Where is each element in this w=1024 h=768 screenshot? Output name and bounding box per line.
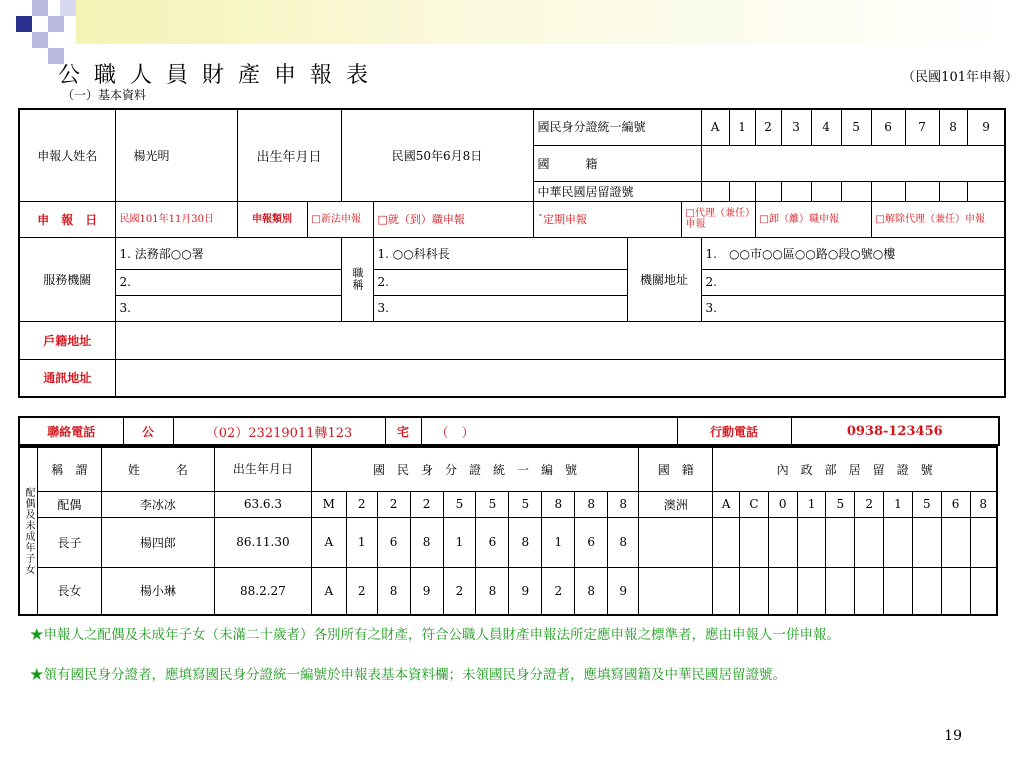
note-id-instructions: ★領有國民身分證者，應填寫國民身分證統一編號於申報表基本資料欄；未領國民身分證者，應填寫國籍及中華民國居留證號。 [30,667,786,683]
declare-type-acting[interactable]: □代理（兼任）申報 [681,201,755,237]
id-digit: 6 [871,109,905,145]
id-digit: 1 [346,517,377,567]
home-phone-value: （ ） [421,417,677,445]
id-label: 國民身分證統一編號 [533,109,701,145]
residence-digit [941,517,970,567]
agency-item: 1. 法務部○○署 [115,237,341,269]
residence-digit [912,567,941,615]
birth-label: 出生年月日 [237,109,341,201]
residence-cell [729,181,755,201]
residence-digit [855,517,884,567]
id-digit: 8 [608,517,639,567]
position-item: 1. ○○科科長 [373,237,627,269]
contact-label: 聯絡電話 [19,417,123,445]
residence-digit [797,567,826,615]
position-item: 3. [373,295,627,321]
residence-digit: 2 [855,491,884,517]
declare-date-value: 民國101年11月30日 [115,201,237,237]
household-address-value [115,321,1005,359]
id-digit: A [311,567,346,615]
page-number: 19 [944,728,962,744]
residence-digit [970,567,997,615]
birth-value: 民國50年6月8日 [341,109,533,201]
relation-cell: 長子 [38,517,102,567]
position-item: 2. [373,269,627,295]
name-value: 楊光明 [115,109,237,201]
id-digit: 8 [377,567,410,615]
residence-digit: 0 [768,491,797,517]
relation-cell: 長女 [38,567,102,615]
note-spouse-children: ★申報人之配偶及未成年子女（未滿二十歲者）各別所有之財產，符合公職人員財產申報法所定應申報之標準者，應由申報人一併申報。 [30,627,840,643]
deco-square [48,16,64,32]
residence-cell [755,181,781,201]
residence-digit [713,517,740,567]
residence-label: 中華民國居留證號 [533,181,701,201]
id-digit: 8 [575,491,608,517]
table-row [19,567,997,615]
mobile-phone-label: 行動電話 [677,417,791,445]
id-digit: A [701,109,729,145]
birth-cell: 63.6.3 [215,491,312,517]
id-digit: 6 [476,517,509,567]
header-bar [76,0,1024,44]
residence-digit [970,517,997,567]
declare-type-new[interactable]: □新法申報 [307,201,373,237]
id-digit: 1 [542,517,575,567]
relation-header: 稱 謂 [38,447,102,491]
name-label: 申報人姓名 [19,109,115,201]
id-digit: 8 [542,491,575,517]
id-digit: 9 [608,567,639,615]
id-digit: 2 [346,491,377,517]
basic-info-table [18,108,1006,398]
page-title: 公職人員財產申報表 [58,63,383,88]
id-digit: M [311,491,346,517]
residence-digit [912,517,941,567]
office-phone-label: 公 [123,417,173,445]
declare-type-release[interactable]: □解除代理（兼任）申報 [871,201,1005,237]
address-item: 3. [701,295,1005,321]
table-row [19,517,997,567]
id-digit: 2 [346,567,377,615]
agency-item: 3. [115,295,341,321]
residence-digit: 6 [941,491,970,517]
address-item: 2. [701,269,1005,295]
id-digit: 5 [476,491,509,517]
nationality-header: 國 籍 [639,447,713,491]
residence-digit [941,567,970,615]
id-digit: 8 [509,517,542,567]
birth-cell: 88.2.27 [215,567,312,615]
id-digit: 2 [755,109,781,145]
office-phone-value: （02）23219011轉123 [173,417,385,445]
household-address-label: 戶籍地址 [19,321,115,359]
id-digit: 2 [410,491,443,517]
home-phone-label: 宅 [385,417,421,445]
id-digit: 4 [811,109,841,145]
residence-digit [884,517,913,567]
mail-address-label: 通訊地址 [19,359,115,397]
relation-cell: 配偶 [38,491,102,517]
agency-item: 2. [115,269,341,295]
id-header: 國 民 身 分 證 統 一 編 號 [311,447,638,491]
residence-digit [768,567,797,615]
id-digit: 7 [905,109,939,145]
residence-cell [939,181,967,201]
residence-digit [713,567,740,615]
residence-digit: 1 [797,491,826,517]
id-digit: 8 [476,567,509,615]
contact-table [18,416,1000,446]
mail-address-value [115,359,1005,397]
table-row [19,491,997,517]
residence-digit: 5 [912,491,941,517]
name-cell: 楊四郎 [101,517,214,567]
id-digit: 6 [377,517,410,567]
declare-date-label: 申 報 日 [19,201,115,237]
deco-square [32,0,48,16]
birth-cell: 86.11.30 [215,517,312,567]
year-note: （民國101年申報） [902,70,1018,85]
residence-digit [855,567,884,615]
id-digit: 8 [410,517,443,567]
name-cell: 楊小琳 [101,567,214,615]
address-item: 1. ○○市○○區○○路○段○號○樓 [701,237,1005,269]
id-digit: 8 [608,491,639,517]
id-digit: 6 [575,517,608,567]
residence-digit [797,517,826,567]
name-header: 姓 名 [101,447,214,491]
deco-square [32,32,48,48]
nationality-cell [639,517,713,567]
residence-digit: 5 [826,491,855,517]
deco-square [60,0,76,16]
residence-cell [841,181,871,201]
id-digit: 9 [509,567,542,615]
family-table [18,446,998,616]
residence-digit [826,567,855,615]
residence-digit: C [740,491,769,517]
residence-cell [781,181,811,201]
id-digit: 5 [509,491,542,517]
deco-square [16,16,32,32]
mobile-phone-value: 0938-123456 [791,417,999,445]
residence-header: 內 政 部 居 留 證 號 [713,447,997,491]
agency-label: 服務機關 [19,237,115,321]
residence-cell [811,181,841,201]
name-cell: 李冰冰 [101,491,214,517]
id-digit: 1 [443,517,476,567]
id-digit: 8 [939,109,967,145]
residence-cell [905,181,939,201]
position-label: 職稱 [341,237,373,321]
residence-digit [826,517,855,567]
declare-type-label: 申報類別 [237,201,307,237]
id-digit: 9 [410,567,443,615]
residence-digit: A [713,491,740,517]
nationality-value [701,145,1005,181]
address-label: 機關地址 [627,237,701,321]
residence-digit: 1 [884,491,913,517]
residence-cell [871,181,905,201]
declare-type-leave[interactable]: □卸（離）職申報 [755,201,871,237]
section-title: （一）基本資料 [62,88,147,102]
id-digit: 8 [575,567,608,615]
nationality-cell: 澳洲 [639,491,713,517]
birth-header: 出生年月日 [215,447,312,491]
id-digit: 5 [841,109,871,145]
id-digit: 5 [443,491,476,517]
id-digit: 9 [967,109,1005,145]
id-digit: 1 [729,109,755,145]
family-side-label: 配偶及未成年子女 [19,447,38,615]
declare-type-periodic[interactable]: ˇ定期申報 [533,201,681,237]
nationality-cell [639,567,713,615]
id-digit: 2 [443,567,476,615]
nationality-label: 國 籍 [533,145,701,181]
id-digit: A [311,517,346,567]
residence-digit: 8 [970,491,997,517]
id-digit: 2 [377,491,410,517]
residence-digit [768,517,797,567]
declare-type-onboard[interactable]: □就（到）職申報 [373,201,533,237]
residence-digit [884,567,913,615]
residence-digit [740,517,769,567]
id-digit: 2 [542,567,575,615]
residence-digit [740,567,769,615]
residence-cell [701,181,729,201]
id-digit: 3 [781,109,811,145]
residence-cell [967,181,1005,201]
